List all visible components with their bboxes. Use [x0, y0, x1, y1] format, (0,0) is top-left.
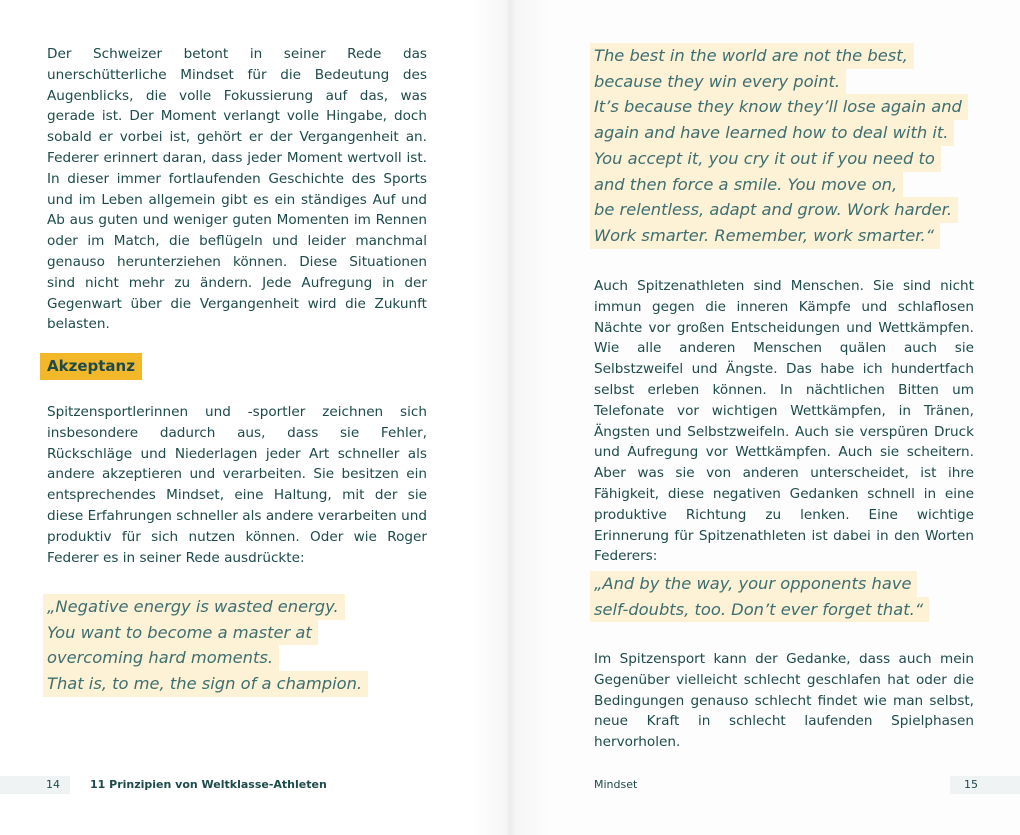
quote-line: It’s because they know they’ll lose again and [590, 94, 968, 120]
page-number-right: 15 [950, 776, 1020, 794]
federer-quote-best-in-world [594, 43, 968, 249]
quote-line: „Negative energy is wasted energy. [43, 594, 345, 620]
akzeptanz-paragraph: Spitzensportlerinnen und -sportler zeichnen sich insbesondere dadurch aus, dass sie Fehler, Rückschläge und Niederlagen jeder Art schneller als andere akzeptieren und verarbeiten. Sie besitzen ein entsprechendes Mindset, eine Haltung, mit der sie diese Erfahrungen schneller als andere verarbeiten und produktiv für sich nutzen können. Oder wie Roger Federer es in seiner Rede ausdrückte: [47, 404, 427, 566]
quote-line: and then force a smile. You move on, [590, 172, 903, 198]
quote-line: Work smarter. Remember, work smarter.“ [590, 223, 940, 249]
quote-line: because they win every point. [590, 69, 846, 95]
spitzenathleten-paragraph: Auch Spitzenathleten sind Menschen. Sie sind nicht immun gegen die inneren Kämpfe und schlaflosen Nächte vor großen Entscheidungen und Wettkämpfen. Wie alle anderen Menschen quälen auch sie Selbstzweifel und Ängste. Das habe ich hundertfach selbst erleben können. In nächtlichen Bitten um Telefonate vor wichtigen Wettkämpfen, in Tränen, Ängsten und Selbstzweifeln. Auch sie verspüren Druck und Aufregung vor Wettkämpfen. Auch sie scheitern. Aber was sie von anderen unterscheidet, ist ihre Fähigkeit, diese negativen Gedanken schnell in eine produktive Richtung zu lenken. Eine wichtige Erinnerung für Spitzenathleten ist dabei in den Worten Federers: [594, 278, 974, 565]
quote-line: You accept it, you cry it out if you need to [590, 146, 941, 172]
running-footer-section: Mindset [594, 778, 638, 791]
quote-line: self-doubts, too. Don’t ever forget that.“ [590, 597, 929, 623]
quote-line: be relentless, adapt and grow. Work harder. [590, 197, 958, 223]
quote-line: overcoming hard moments. [43, 645, 279, 671]
quote-line: again and have learned how to deal with it. [590, 120, 954, 146]
running-footer-book-title: 11 Prinzipien von Weltklasse-Athleten [90, 778, 327, 791]
section-heading-akzeptanz: Akzeptanz [40, 353, 142, 380]
federer-quote-negative-energy [47, 594, 368, 697]
federer-quote-opponents [594, 571, 929, 622]
quote-line: That is, to me, the sign of a champion. [43, 671, 368, 697]
spitzensport-paragraph: Im Spitzensport kann der Gedanke, dass auch mein Gegenüber vielleicht schlecht geschlafen hat oder die Bedingungen genauso schlecht findet wie man selbst, neue Kraft in schlecht laufenden Spielphasen hervorholen. [594, 651, 974, 751]
page-number-left: 14 [0, 776, 70, 794]
quote-line: The best in the world are not the best, [590, 43, 914, 69]
intro-paragraph: Der Schweizer betont in seiner Rede das unerschütterliche Mindset für die Bedeutung des Augenblicks, die volle Fokussierung auf das, was gerade ist. Der Moment verlangt volle Hingabe, doch sobald er vorbei ist, gehört er der Vergangenheit an. Federer erinnert daran, dass jeder Moment wertvoll ist. In dieser immer fortlaufenden Geschichte des Sports und im Leben allgemein gibt es ein ständiges Auf und Ab aus guten und weniger guten Momenten im Rennen oder im Match, die beflügeln und leider manchmal genauso herunterziehen können. Diese Situationen sind nicht mehr zu ändern. Jede Aufregung in der Gegenwart über die Vergangenheit wird die Zukunft belasten. [47, 46, 427, 333]
quote-line: You want to become a master at [43, 620, 318, 646]
quote-line: „And by the way, your opponents have [590, 571, 917, 597]
